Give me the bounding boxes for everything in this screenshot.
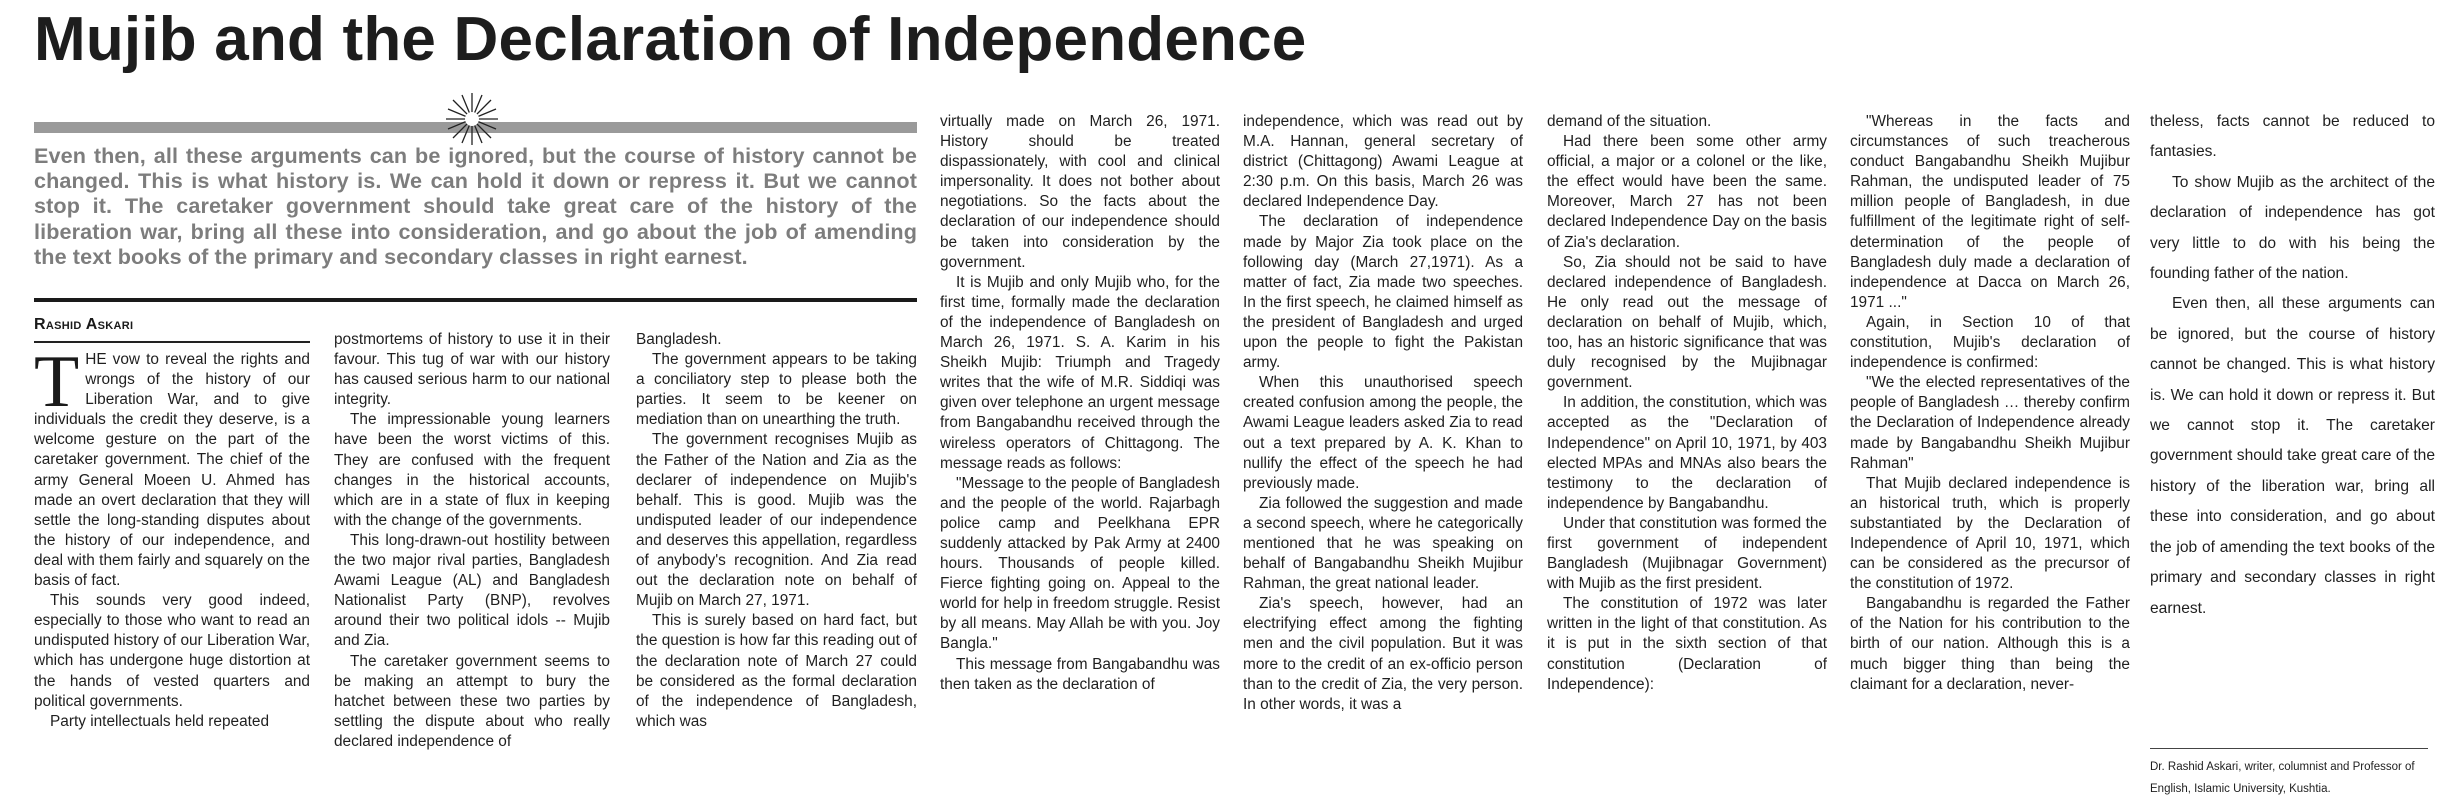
bio-divider — [2150, 748, 2428, 749]
article-column-2 — [334, 330, 610, 808]
paragraph: Had there been some other army official, a major or a colonel or the like, the effect would have been the same. Moreover, March 27 has not been declared Independence Day on the basis of Zia's declaration. — [1547, 133, 1827, 251]
paragraph: The government appears to be taking a conciliatory step to please both the parties. It seem to be keener on mediation than on unearthing the truth. — [636, 351, 917, 429]
paragraph: Bangabandhu is regarded the Father of the Nation for his contribution to the birth of our nation. Although this is a much bigger thing than being the claimant for a declaration, never- — [1850, 595, 2130, 693]
paragraph: When this unauthorised speech created confusion among the people, the Awami League leaders asked Zia to read out a text prepared by A. K. Khan to nullify the effect of the speech he had previously made. — [1243, 374, 1523, 492]
byline-divider — [34, 341, 310, 343]
paragraph: To show Mujib as the architect of the declaration of independence has got very little to do with his being the founding father of the nation. — [2150, 173, 2435, 283]
headline: Mujib and the Declaration of Independence — [34, 5, 1307, 74]
paragraph: The caretaker government seems to be making an attempt to bury the hatchet between these two parties by settling the dispute about who really declared independence of — [334, 652, 610, 750]
paragraph: Even then, all these arguments can be ignored, but the course of history cannot be changed. This is what history is. We can hold it down or repress it. But we cannot stop it. The caretaker government should take great care of the history of the liberation war, bring all these into consideration, and go about the job of amending the text books of the primary and secondary classes in right earnest. — [2150, 295, 2435, 617]
paragraph: "We the elected representatives of the people of Bangladesh … thereby confirm the Declaration of Independence already made by Bangabandhu Sheikh Mujibur Rahman" — [1850, 374, 2130, 472]
paragraph: This sounds very good indeed, especially to those who want to read an undisputed history of our Liberation War, which has undergone huge distortion at the hands of vested quarters and political governments. — [34, 592, 310, 710]
drop-cap: T — [34, 350, 80, 423]
paragraph: Zia followed the suggestion and made a second speech, where he categorically mentioned that he was speaking on behalf of Bangabandhu Sheikh Mujibur Rahman, the great national leader. — [1243, 494, 1523, 593]
paragraph-text: HE vow to reveal the rights and wrongs of the history of our Liberation War, and to give individuals the credit they deserve, is a welcome gesture on the part of the caretaker government. The chief of the army General Moeen U. Ahmed has made an overt declaration that they will settle the long-standing disputes about the history of our independence, and deal with them fairly and squarely on the basis of fact. — [34, 351, 310, 590]
paragraph: This is surely based on hard fact, but the question is how far this reading out of the declaration note of March 27 could be considered as the formal declaration of the independence of Bangladesh, which was — [636, 612, 917, 730]
paragraph: independence, which was read out by M.A. Hannan, general secretary of district (Chittagong) Awami League at 2:30 p.m. On this basis, March 26 was declared Independence Day. — [1243, 113, 1523, 211]
paragraph — [34, 350, 310, 591]
paragraph: "Message to the people of Bangladesh and the people of the world. Rajarbagh police camp and Peelkhana EPR suddenly attacked by Pak Army at 2400 hours. Thousands of people killed. Fierce fighting going on. Appeal to the world for help in freedom struggle. Resist by all means. May Allah be with you. Joy Bangla." — [940, 474, 1220, 653]
paragraph: The impressionable young learners have been the worst victims of this. They are confused with the frequent changes in the historical accounts, which are in a state of flux in keeping with the change of the governments. — [334, 411, 610, 529]
starburst-icon — [446, 93, 498, 145]
paragraph: So, Zia should not be said to have declared independence of Bangladesh. He only read out the message of declaration on behalf of Mujib, which, too, has an historic significance that was duly recognised by the Mujibnagar government. — [1547, 253, 1827, 392]
article-column-8 — [2150, 107, 2435, 737]
paragraph: Again, in Section 10 of that constitution, Mujib's declaration of independence is confirmed: — [1850, 313, 2130, 372]
article-column-3 — [636, 330, 917, 808]
paragraph: postmortems of history to use it in their favour. This tug of war with our history has caused serious harm to our national integrity. — [334, 331, 610, 409]
paragraph: In addition, the constitution, which was accepted as the "Declaration of Independence" on April 10, 1971, by 403 elected MPAs and MNAs also bears the testimony to the declaration of independence by Bangabandhu. — [1547, 394, 1827, 512]
paragraph: Party intellectuals held repeated — [50, 712, 270, 730]
standfirst: Even then, all these arguments can be ignored, but the course of history cannot be changed. This is what history is. We can hold it down or repress it. But we cannot stop it. The caretaker government should take great care of the history of the liberation war, bring all these into consideration, and go about the job of amending the text books of the primary and secondary classes in right earnest. — [34, 143, 917, 269]
paragraph: The government recognises Mujib as the Father of the Nation and Zia as the declarer of independence on Mujib's behalf. This is good. Mujib was the undisputed leader of our independence and deserves this appellation, regardless of anybody's recognition. And Zia read out the declaration note on behalf of Mujib on March 27, 1971. — [636, 431, 917, 610]
article-column-5 — [1243, 112, 1523, 808]
paragraph: Zia's speech, however, had an electrifying effect among the fighting men and the civil population. But it was more to the credit of an ex-officio person than to the credit of Zia, the very person. In other words, it was a — [1243, 595, 1523, 713]
article-column-6 — [1547, 112, 1827, 808]
paragraph: It is Mujib and only Mujib who, for the first time, formally made the declaration of the independence of Bangladesh on March 26, 1971. S. A. Karim in his Sheikh Mujib: Triumph and Tragedy writes that the wife of M.R. Siddiqi was given over telephone an urgent message from Bangabandhu received through the wireless operators of Chittagong. The message reads as follows: — [940, 273, 1220, 472]
article-column-4 — [940, 112, 1220, 808]
paragraph: The constitution of 1972 was later written in the light of that constitution. As it is put in the sixth section of that constitution (Declaration of Independence): — [1547, 595, 1827, 693]
paragraph: The declaration of independence made by Major Zia took place on the following day (March 27,1971). As a matter of fact, Zia made two speeches. In the first speech, he claimed himself as the president of Bangladesh and urged upon the people to fight the Pakistan army. — [1243, 213, 1523, 372]
paragraph: theless, facts cannot be reduced to fantasies. — [2150, 113, 2435, 161]
divider — [34, 298, 917, 302]
paragraph: That Mujib declared independence is an historical truth, which is properly substantiated by the Declaration of Independence of April 10, 1971, which can be considered as the precursor of the constitution of 1972. — [1850, 474, 2130, 593]
author-bio: Dr. Rashid Askari, writer, columnist and Professor of English, Islamic University, Kushtia. — [2150, 761, 2415, 795]
paragraph: Under that constitution was formed the first government of independent Bangladesh (Mujibnagar Government) with Mujib as the first president. — [1547, 514, 1827, 593]
paragraph: "Whereas in the facts and circumstances of such treacherous conduct Bangabandhu Sheikh Mujibur Rahman, the undisputed leader of 75 million people of Bangladesh, in due fulfillment of the legitimate right of self-determination of the people of Bangladesh duly made a declaration of independence at Dacca on March 26, 1971 ..." — [1850, 113, 2130, 311]
byline: Rashid Askari — [34, 316, 134, 333]
paragraph: Bangladesh. — [636, 331, 722, 348]
paragraph: This long-drawn-out hostility between the two major rival parties, Bangladesh Awami League (AL) and Bangladesh Nationalist Party (BNP), revolves around their two political idols -- Mujib and Zia. — [334, 531, 610, 650]
article-column-7 — [1850, 112, 2130, 808]
article-column-1 — [34, 350, 310, 808]
paragraph: demand of the situation. — [1547, 113, 1712, 130]
paragraph: This message from Bangabandhu was then taken as the declaration of — [940, 655, 1220, 693]
paragraph: virtually made on March 26, 1971. History should be treated dispassionately, with cool and clinical impersonality. It does not bother about negotiations. So the facts about the declaration of our independence should be taken into consideration by the government. — [940, 113, 1220, 271]
